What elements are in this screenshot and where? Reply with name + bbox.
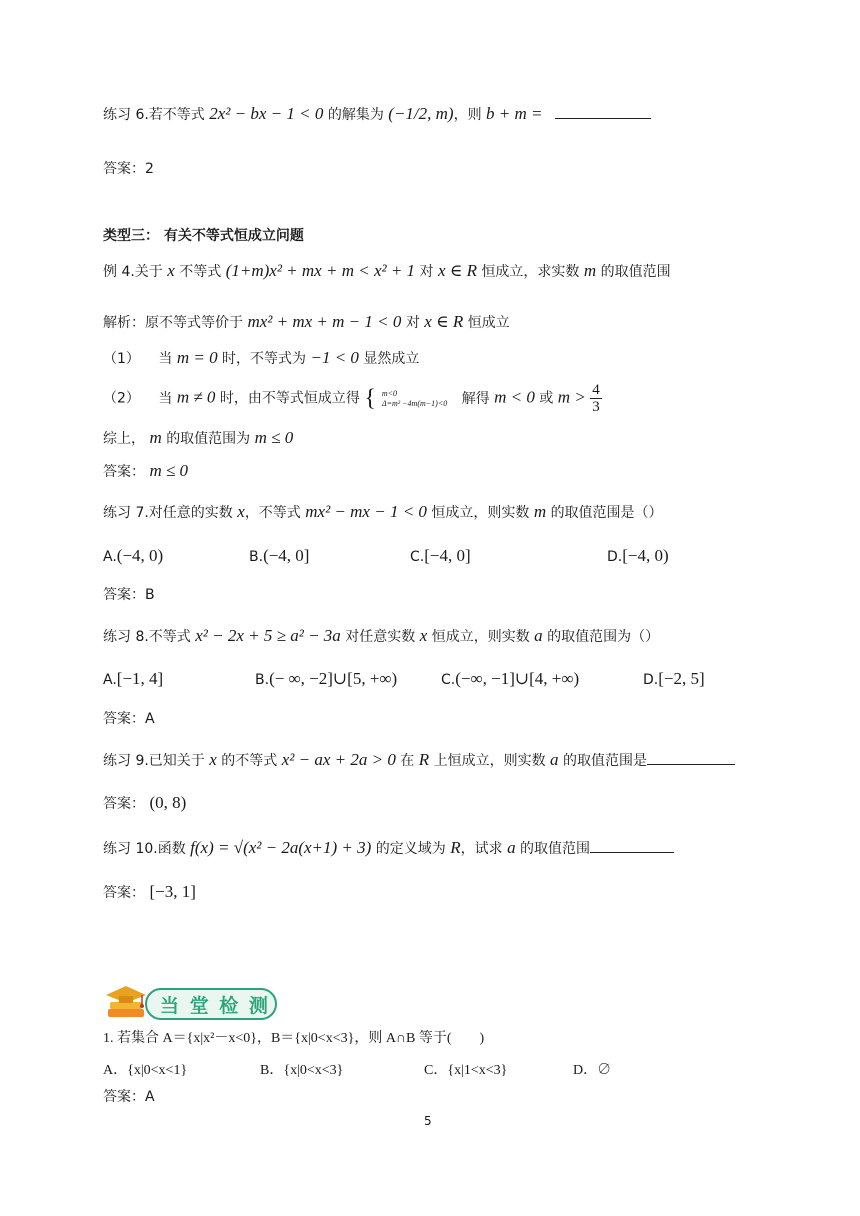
option-label: D. — [607, 549, 623, 565]
exercise-9-param: a — [550, 750, 559, 769]
answer-value: (0, 8) — [149, 793, 187, 812]
case-1-number: （1） — [103, 351, 140, 367]
system-line-2: Δ=m² −4m(m−1)<0 — [381, 398, 448, 408]
exercise-8-text1: 对任意实数 — [345, 629, 416, 645]
summary-range: m ≤ 0 — [254, 428, 294, 447]
answer-label: 答案： — [103, 796, 145, 812]
section-banner — [102, 983, 280, 1023]
analysis-case-1 — [103, 348, 419, 369]
example-4-var: x — [167, 261, 175, 280]
summary-text-b: 的取值范围为 — [166, 431, 251, 447]
case-2-text-c: 解得 — [461, 390, 490, 407]
summary-var: m — [149, 428, 162, 447]
answer-value: A — [145, 1089, 155, 1105]
example-4-param: m — [583, 261, 597, 280]
exercise-7-text2: 恒成立，则实数 — [431, 505, 530, 521]
answer-label: 答案： — [103, 464, 145, 480]
analysis-text3: 恒成立 — [467, 315, 510, 331]
exercise-7-prefix: 练习 7.对任意的实数 — [103, 505, 233, 521]
exercise-6-suffix: ，则 — [453, 107, 482, 123]
exercise-10 — [103, 838, 674, 859]
section-title: 类型三： 有关不等式恒成立问题 — [103, 228, 304, 244]
case-2-text-a: 当 — [158, 390, 173, 407]
answer-label: 答案： — [103, 587, 145, 603]
exercise-6-answer — [103, 159, 154, 179]
answer-label: 答案： — [103, 711, 145, 727]
option-value: [−4, 0] — [424, 546, 471, 565]
option-label: D. — [643, 672, 659, 688]
analysis-text2: 对 — [405, 315, 420, 331]
case-1-condition: m = 0 — [176, 348, 218, 367]
example-4-domain: x ∈ R — [437, 261, 477, 280]
exercise-9-inequality: x² − ax + 2a > 0 — [281, 750, 396, 769]
option-value: ∅ — [597, 1063, 612, 1078]
case-1-text-b: 时，不等式为 — [222, 351, 307, 367]
exercise-7-var: x — [237, 502, 245, 521]
example-4 — [103, 261, 671, 282]
answer-label: 答案： — [103, 161, 145, 177]
option-label: B. — [249, 549, 264, 565]
exercise-9 — [103, 750, 735, 771]
exercise-9-text2: 在 — [400, 753, 415, 769]
system-line-1: m<0 — [381, 388, 398, 398]
case-1-text-a: 当 — [158, 351, 173, 367]
case-1-text-c: 显然成立 — [363, 351, 420, 367]
exercise-7-text1: ，不等式 — [244, 505, 301, 521]
answer-label: 答案： — [103, 885, 145, 901]
case-2-or: 或 — [539, 390, 554, 407]
exercise-7-answer — [103, 585, 155, 605]
case-2-condition: m ≠ 0 — [176, 387, 216, 407]
option-value: {x|0<x<3} — [283, 1063, 344, 1078]
option-label: A. — [103, 549, 117, 565]
option-value: (−4, 0) — [116, 546, 164, 565]
exercise-8-inequality: x² − 2x + 5 ≥ a² − 3a — [195, 626, 341, 645]
example-4-text1: 不等式 — [179, 264, 222, 280]
question-1-answer — [103, 1087, 155, 1107]
analysis-intro-text: 解析：原不等式等价于 — [103, 315, 243, 331]
option-value: (−4, 0] — [263, 546, 310, 565]
exercise-6-mid: 的解集为 — [327, 107, 384, 123]
analysis-inequality: mx² + mx + m − 1 < 0 — [247, 312, 402, 331]
exercise-7-option-b — [249, 546, 309, 566]
option-value: {x|0<x<1} — [127, 1063, 188, 1078]
option-label: A. — [103, 672, 117, 688]
case-2-text-b: 时，由不等式恒成立得 — [219, 390, 360, 407]
exercise-8-option-a — [103, 669, 163, 689]
option-label: B. — [255, 672, 270, 688]
page-number: 5 — [424, 1114, 432, 1128]
answer-value: A — [145, 711, 155, 727]
exercise-8-option-c — [441, 669, 579, 689]
option-value: {x|1<x<3} — [447, 1063, 508, 1078]
exercise-7-option-d — [607, 546, 669, 566]
exercise-10-prefix: 练习 10.函数 — [103, 841, 186, 857]
case-2-result-2: m > — [557, 387, 586, 407]
option-label: A． — [103, 1063, 128, 1078]
exercise-7-option-c — [410, 546, 471, 566]
case-2-system — [376, 389, 447, 409]
exercise-9-answer — [103, 793, 186, 814]
exercise-9-var: x — [209, 750, 217, 769]
option-label: C. — [410, 549, 425, 565]
exercise-8-text3: 的取值范围为（） — [547, 629, 660, 645]
analysis-case-2 — [103, 382, 602, 415]
exercise-9-prefix: 练习 9.已知关于 — [103, 753, 205, 769]
option-label: C. — [441, 672, 456, 688]
exercise-6-target: b + m = — [486, 104, 543, 123]
exercise-8 — [103, 626, 659, 647]
exercise-6 — [103, 104, 651, 125]
exercise-10-text3: 的取值范围 — [520, 841, 591, 857]
option-value: (− ∞, −2]∪[5, +∞) — [269, 669, 398, 688]
answer-label: 答案： — [103, 1089, 145, 1105]
option-label: C． — [424, 1063, 448, 1078]
option-value: [−4, 0) — [622, 546, 669, 565]
answer-blank — [555, 106, 651, 119]
analysis-intro — [103, 312, 510, 333]
exercise-7-option-a — [103, 546, 163, 566]
case-2-result-1: m < 0 — [494, 387, 535, 407]
exercise-8-answer — [103, 709, 155, 729]
answer-value: [−3, 1] — [149, 882, 196, 901]
question-1-option-a — [103, 1059, 187, 1079]
exercise-6-prefix: 练习 6.若不等式 — [103, 107, 205, 123]
exercise-10-text1: 的定义域为 — [375, 841, 446, 857]
exercise-7-param: m — [533, 502, 547, 521]
option-label: D． — [573, 1063, 598, 1078]
question-1: 1. 若集合 A＝{x|x²－x<0}，B＝{x|0<x<3}，则 A∩B 等于( ) — [103, 1031, 485, 1046]
exercise-8-var: x — [419, 626, 428, 645]
answer-value: 2 — [145, 161, 154, 177]
exercise-9-domain: R — [418, 750, 430, 769]
answer-value: m ≤ 0 — [149, 461, 189, 480]
exercise-10-domain: R — [450, 838, 461, 857]
exercise-8-text2: 恒成立，则实数 — [431, 629, 530, 645]
exercise-10-param: a — [507, 838, 516, 857]
option-value: [−1, 4] — [116, 669, 164, 688]
exercise-8-prefix: 练习 8.不等式 — [103, 629, 191, 645]
exercise-7 — [103, 502, 663, 523]
exercise-8-param: a — [534, 626, 543, 645]
question-1-option-d — [573, 1059, 611, 1079]
analysis-summary — [103, 428, 293, 449]
exercise-9-text1: 的不等式 — [221, 753, 278, 769]
exercise-10-text2: ，试求 — [460, 841, 503, 857]
example-4-inequality: (1+m)x² + mx + m < x² + 1 — [225, 261, 416, 280]
analysis-domain: x ∈ R — [424, 312, 464, 331]
example-4-text2: 对 — [419, 264, 434, 280]
option-value: (−∞, −1]∪[4, +∞) — [455, 669, 580, 688]
exercise-9-text4: 的取值范围是 — [562, 753, 647, 769]
summary-text-a: 综上， — [103, 431, 145, 447]
left-brace-icon: { — [364, 385, 376, 412]
fraction-denominator: 3 — [592, 399, 600, 415]
answer-blank — [647, 752, 735, 765]
case-1-inequality: −1 < 0 — [310, 348, 359, 367]
exercise-7-inequality: mx² − mx − 1 < 0 — [305, 502, 427, 521]
answer-blank — [590, 840, 674, 853]
exercise-9-text3: 上恒成立，则实数 — [433, 753, 546, 769]
exercise-8-option-b — [255, 669, 397, 689]
example-4-answer — [103, 461, 188, 482]
exercise-6-inequality: 2x² − bx − 1 < 0 — [209, 104, 324, 123]
case-2-number: （2） — [103, 390, 140, 407]
exercise-10-function: f(x) = √(x² − 2a(x+1) + 3) — [190, 838, 372, 857]
question-1-option-b — [260, 1059, 343, 1079]
banner-title: 当 堂 检 测 — [160, 995, 270, 1017]
fraction-numerator: 4 — [592, 382, 600, 398]
fraction-four-thirds — [590, 382, 602, 415]
answer-value: B — [145, 587, 155, 603]
exercise-10-answer — [103, 882, 196, 903]
question-1-option-c — [424, 1059, 507, 1079]
example-4-text3: 恒成立，求实数 — [481, 264, 580, 280]
exercise-8-option-d — [643, 669, 705, 689]
example-4-prefix: 例 4.关于 — [103, 264, 163, 280]
exercise-6-interval: (−1/2, m) — [388, 104, 454, 123]
exercise-7-text3: 的取值范围是（） — [550, 505, 663, 521]
option-label: B． — [260, 1063, 284, 1078]
option-value: [−2, 5] — [658, 669, 705, 688]
example-4-text4: 的取值范围 — [600, 264, 671, 280]
